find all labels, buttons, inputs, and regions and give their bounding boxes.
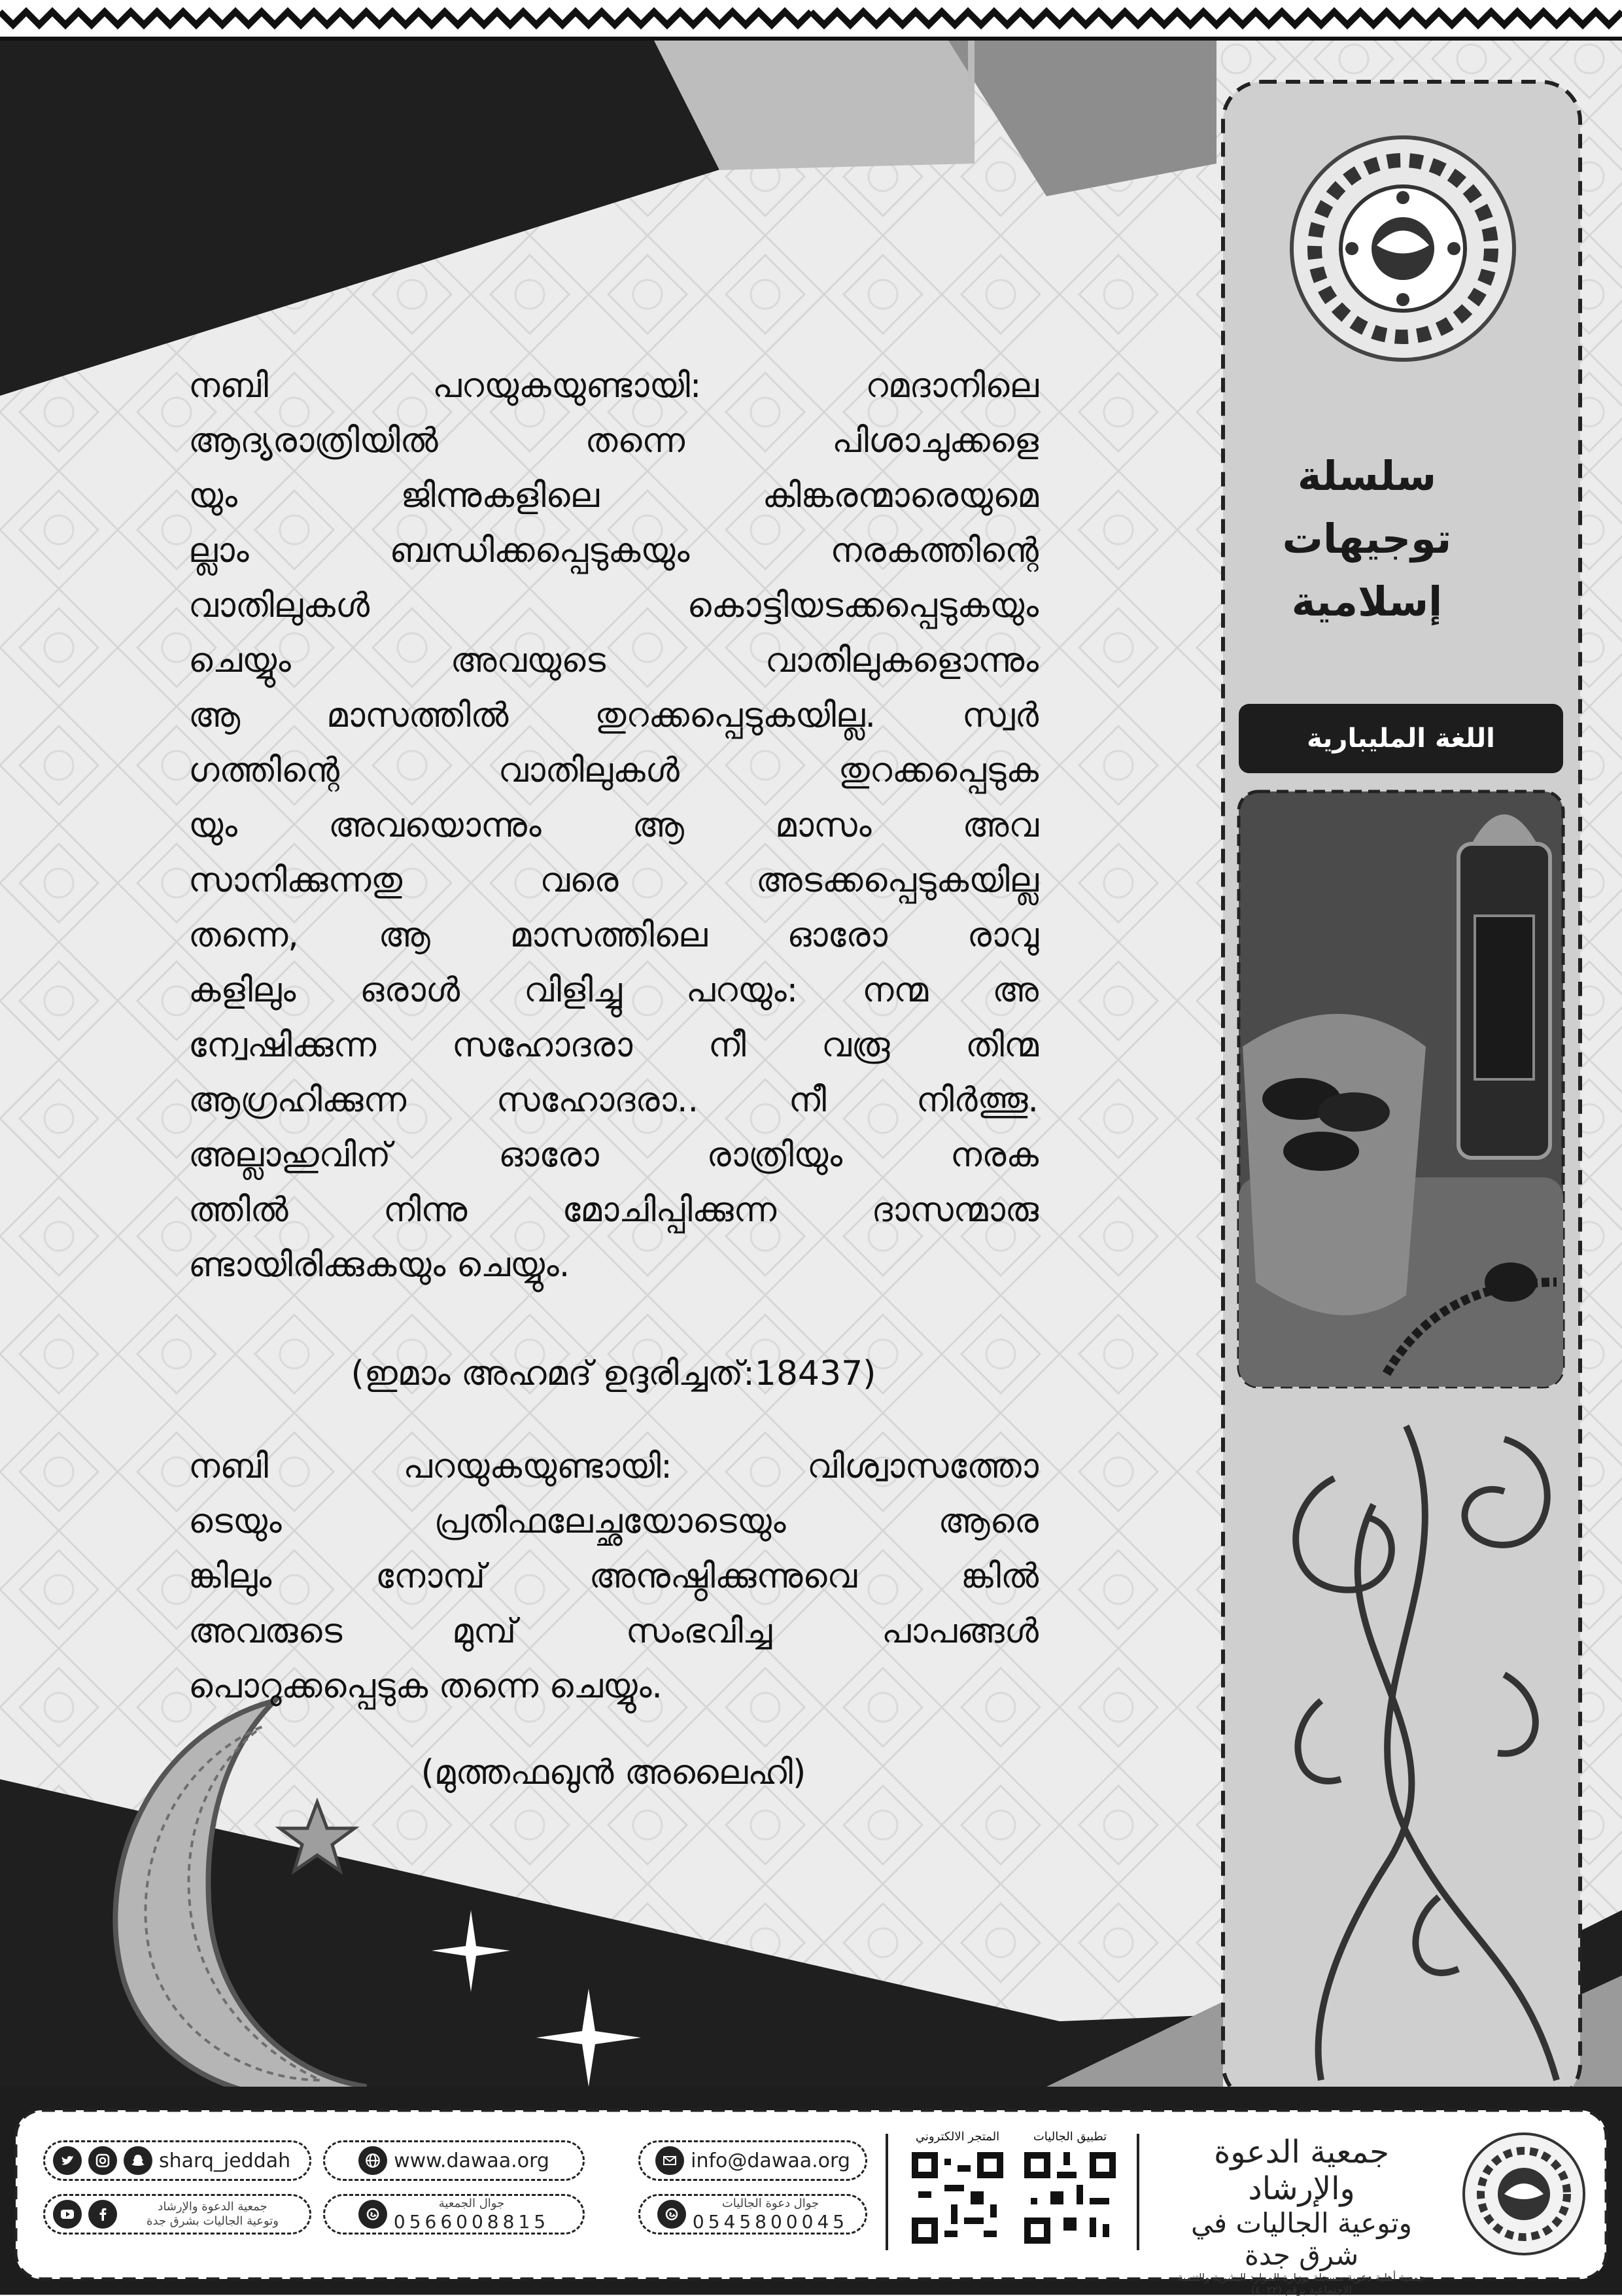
series-title-line: سلسلة bbox=[1297, 452, 1437, 500]
text-line: ആഗ്രഹിക്കുന്ന സഹോദരാ.. നീ നിർത്തൂ. bbox=[188, 1081, 1039, 1120]
text-line: ടെയും പ്രതിഫലേച്ഛയോടെയും ആരെ bbox=[188, 1502, 1039, 1541]
lantern-dates-photo bbox=[1239, 791, 1563, 1387]
mobile2-block bbox=[693, 2197, 848, 2233]
text-line: ങ്കിലും നോമ്പ് അനുഷ്ഠിക്കുന്നുവെ ങ്കിൽ bbox=[188, 1557, 1039, 1596]
text-line: സാനിക്കുന്നതു വരെ അടക്കപ്പെടുകയില്ല bbox=[188, 861, 1039, 900]
email-pill[interactable] bbox=[638, 2140, 867, 2181]
text-line: ചെയ്യും അവയുടെ വാതിലുകളൊന്നും bbox=[188, 641, 1039, 680]
text-line: ണ്ടായിരിക്കുകയും ചെയ്യും. bbox=[188, 1245, 570, 1285]
email-link[interactable]: info@dawaa.org bbox=[691, 2149, 850, 2172]
mobile2-label: جوال دعوة الجاليات bbox=[721, 2196, 820, 2210]
hadith-1-text bbox=[188, 358, 1039, 1293]
social-links-pill-2 bbox=[43, 2194, 311, 2235]
social-org-name bbox=[124, 2200, 302, 2229]
social-org-line: جمعية الدعوة والإرشاد bbox=[158, 2200, 267, 2214]
facebook-icon[interactable] bbox=[88, 2200, 117, 2229]
instagram-icon[interactable] bbox=[88, 2146, 117, 2175]
globe-icon bbox=[358, 2146, 387, 2175]
text-line: യും ജിന്നുകളിലെ കിങ്കരന്മാരെയുമെ bbox=[188, 476, 1039, 515]
org-name-line: جمعية الدعوة والإرشاد bbox=[1214, 2134, 1389, 2207]
emblem-logo bbox=[1292, 137, 1514, 360]
snapchat-icon[interactable] bbox=[124, 2146, 152, 2175]
social-org-line: وتوعية الجاليات بشرق جدة bbox=[147, 2214, 279, 2228]
social-links-pill bbox=[43, 2140, 311, 2181]
website-link[interactable]: www.dawaa.org bbox=[394, 2149, 549, 2172]
text-line: ന്വേഷിക്കുന്ന സഹോദരാ നീ വരൂ തിന്മ bbox=[188, 1026, 1039, 1065]
text-line: ഗത്തിന്റെ വാതിലുകൾ തുറക്കപ്പെടുക bbox=[188, 751, 1039, 790]
text-line: യും അവയൊന്നും ആ മാസം അവ bbox=[188, 806, 1039, 845]
mobile-label: جوال الجمعية bbox=[438, 2196, 505, 2210]
language-badge: اللغة المليبارية bbox=[1239, 704, 1563, 773]
phone-icon bbox=[657, 2200, 686, 2229]
social-handle[interactable]: sharq_jeddah bbox=[159, 2149, 291, 2172]
series-title-line: توجيهات bbox=[1282, 515, 1452, 563]
footer-emblem-logo bbox=[1464, 2134, 1584, 2254]
series-title bbox=[1275, 445, 1458, 633]
website-pill[interactable] bbox=[323, 2140, 585, 2181]
citation-1: (ഇമാം അഹമദ് ഉദ്ദരിച്ചത്:18437) bbox=[351, 1354, 876, 1393]
text-line: കളിലും ഒരാൾ വിളിച്ചു പറയും: നന്മ അ bbox=[188, 971, 1039, 1010]
phone-icon bbox=[358, 2200, 387, 2229]
mobile2-pill bbox=[638, 2194, 867, 2235]
text-line: വാതിലുകൾ കൊട്ടിയടക്കപ്പെടുകയും bbox=[188, 586, 1039, 625]
text-line: ല്ലാം ബന്ധിക്കപ്പെടുകയും നരകത്തിന്റെ bbox=[188, 531, 1039, 570]
store-qr-code[interactable] bbox=[912, 2152, 1003, 2244]
mobile-pill bbox=[323, 2194, 585, 2235]
citation-2: (മുത്തഫഖുൻ അലൈഹി) bbox=[421, 1753, 806, 1792]
organization-name bbox=[1158, 2134, 1445, 2296]
text-line: തന്നെ, ആ മാസത്തിലെ ഓരോ രാവു bbox=[188, 916, 1039, 955]
text-line: അവരുടെ മുമ്പ് സംഭവിച്ച പാപങ്ങൾ bbox=[188, 1612, 1039, 1651]
series-title-line: إسلامية bbox=[1291, 578, 1443, 625]
app-qr-code[interactable] bbox=[1024, 2152, 1116, 2244]
app-qr-label: تطبيق الجاليات bbox=[1033, 2130, 1107, 2144]
store-qr-label: المتجر الالكتروني bbox=[915, 2130, 1000, 2144]
text-line: അല്ലാഹുവിന് ഓരോ രാത്രിയും നരക bbox=[188, 1136, 1039, 1175]
text-line: പൊറുക്കപ്പെടുക തന്നെ ചെയ്യും. bbox=[188, 1667, 663, 1706]
email-icon bbox=[655, 2146, 684, 2175]
text-line: ആ മാസത്തിൽ തുറക്കപ്പെടുകയില്ല. സ്വർ bbox=[188, 696, 1039, 735]
text-line: ത്തിൽ നിന്നു മോചിപ്പിക്കുന്ന ദാസന്മാരു bbox=[188, 1191, 1039, 1230]
org-registration: جمعية أهلية دعوية مسجلة بوزارة الموارد البشرية والتنمية الاجتماعية برقم (٤٠٢٢) bbox=[1177, 2271, 1426, 2296]
text-line: നബി പറയുകയുണ്ടായി: വിശ്വാസത്തോ bbox=[188, 1447, 1039, 1486]
mobile2-number[interactable]: 0545800045 bbox=[692, 2210, 849, 2233]
youtube-icon[interactable] bbox=[53, 2200, 82, 2229]
org-name-line: وتوعية الجاليات في شرق جدة bbox=[1191, 2207, 1412, 2271]
hadith-2-text bbox=[188, 1439, 1039, 1714]
twitter-icon[interactable] bbox=[53, 2146, 82, 2175]
text-line: നബി പറയുകയുണ്ടായി: റമദാനിലെ bbox=[188, 366, 1039, 406]
mobile-block bbox=[394, 2197, 549, 2233]
text-line: ആദ്യരാത്രിയിൽ തന്നെ പിശാചുക്കളെ bbox=[188, 421, 1039, 461]
mobile-number[interactable]: 0566008815 bbox=[393, 2210, 550, 2233]
